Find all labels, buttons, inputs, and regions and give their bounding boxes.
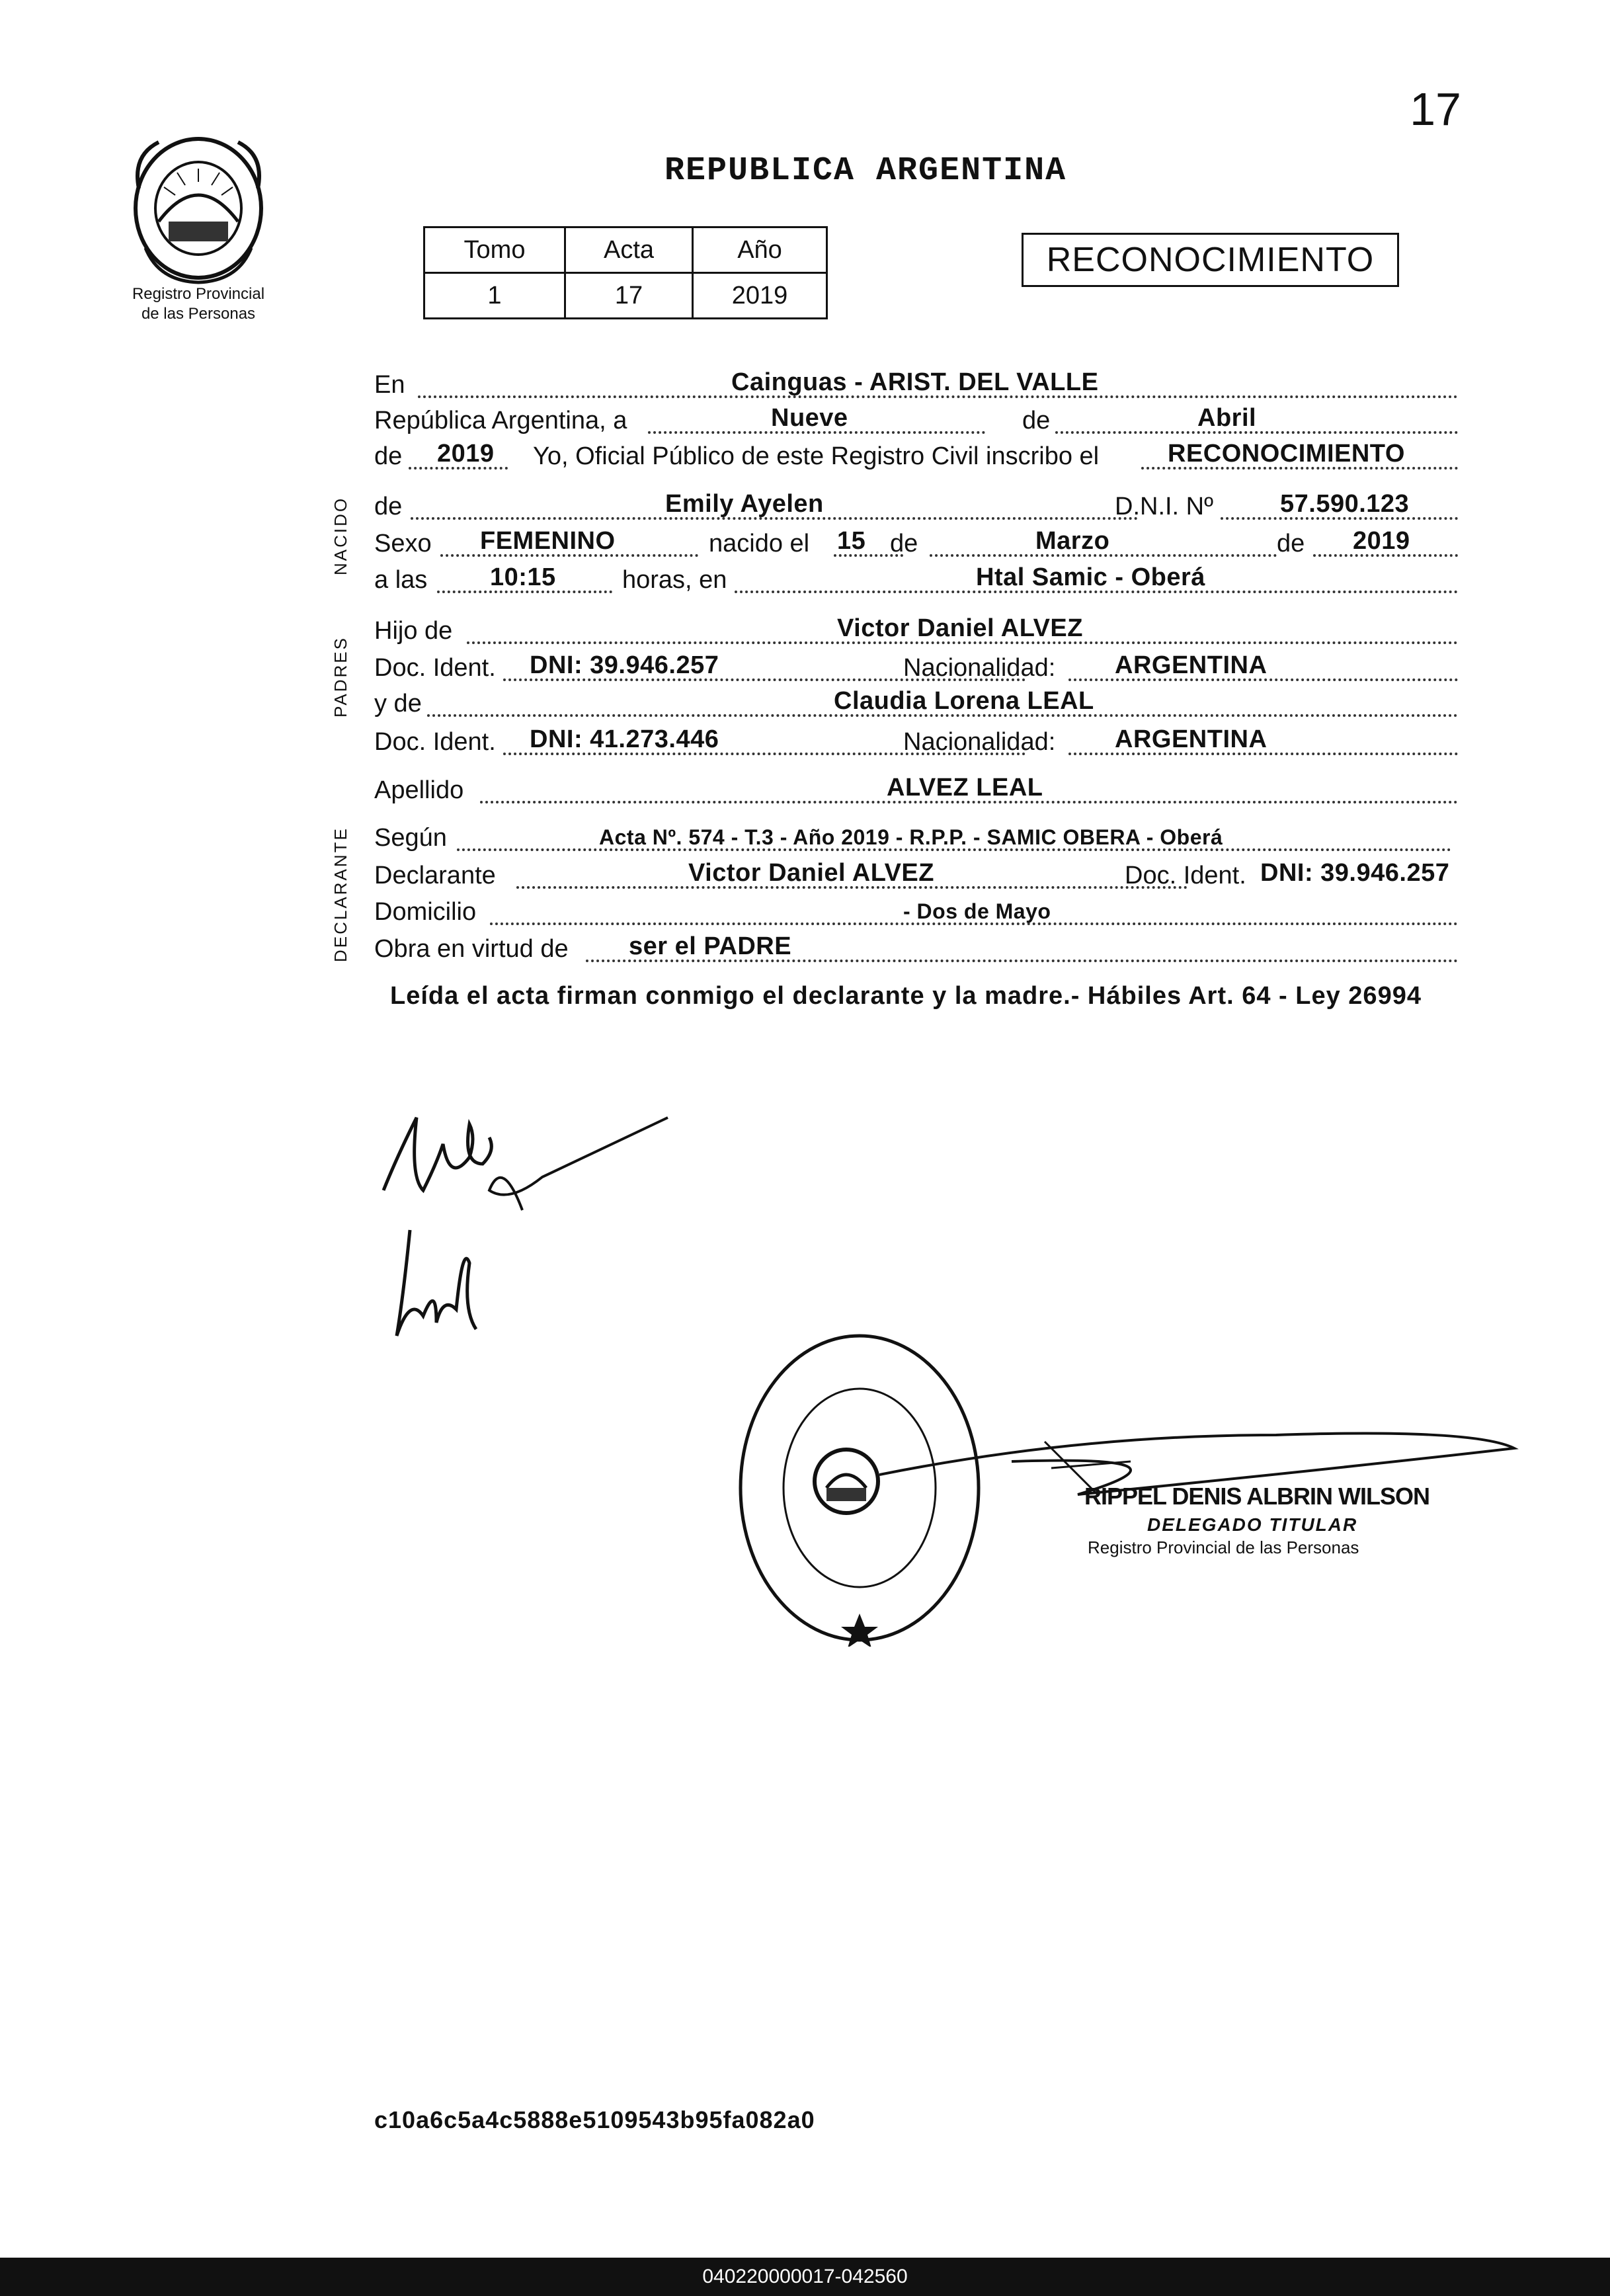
side-label-nacido: NACIDO (331, 496, 350, 575)
mother-name-value: Claudia Lorena LEAL (834, 687, 1094, 715)
row-madre-doc: Doc. Ident. DNI: 41.273.446 Nacionalidad: ARGENTINA (374, 727, 1458, 760)
father-doc-value: DNI: 39.946.257 (530, 651, 719, 679)
birth-day-value: 15 (837, 527, 866, 555)
acta-header: Acta (565, 227, 693, 273)
father-name-value: Victor Daniel ALVEZ (837, 614, 1083, 642)
sex-value: FEMENINO (480, 527, 616, 555)
record-type-box: RECONOCIMIENTO (1022, 233, 1399, 287)
anio-value: 2019 (693, 273, 827, 319)
birth-month-value: Marzo (1035, 527, 1110, 555)
acta-value: 17 (565, 273, 693, 319)
declarant-value: Victor Daniel ALVEZ (688, 859, 934, 887)
according-value: Acta Nº. 574 - T.3 - Año 2019 - R.P.P. - SAMIC OBERA - Oberá (599, 825, 1223, 849)
anio-header: Año (693, 227, 827, 273)
act-value: RECONOCIMIENTO (1168, 440, 1405, 468)
birth-year-value: 2019 (1353, 527, 1410, 555)
father-nationality-value: ARGENTINA (1115, 651, 1268, 679)
row-oficial: de 2019 Yo, Oficial Público de este Registro Civil inscribo el RECONOCIMIENTO (374, 442, 1458, 475)
month-value: Abril (1197, 404, 1257, 432)
row-obra: Obra en virtud de ser el PADRE (374, 934, 1458, 967)
logo-caption: Registro Provincial de las Personas (132, 285, 265, 323)
name-value: Emily Ayelen (665, 490, 824, 518)
row-hora: a las 10:15 horas, en Htal Samic - Oberá (374, 565, 1458, 598)
handwritten-signatures (370, 1098, 701, 1375)
officer-name: RIPPEL DENIS ALBRIN WILSON (1084, 1483, 1430, 1510)
address-value: - Dos de Mayo (903, 899, 1051, 923)
dni-value: 57.590.123 (1280, 490, 1410, 518)
row-en: En Cainguas - ARIST. DEL VALLE (374, 370, 1458, 403)
side-label-padres: PADRES (331, 636, 350, 718)
declarant-doc-value: DNI: 39.946.257 (1260, 859, 1450, 887)
row-nombre: de Emily Ayelen D.N.I. Nº 57.590.123 (374, 492, 1458, 525)
page-number: 17 (1410, 83, 1461, 135)
tomo-header: Tomo (424, 227, 565, 273)
document-title: REPUBLICA ARGENTINA (664, 152, 1067, 190)
day-value: Nueve (771, 404, 848, 432)
officer-title: DELEGADO TITULAR (1147, 1514, 1358, 1535)
row-sexo: Sexo FEMENINO nacido el 15 de Marzo de 2019 (374, 529, 1458, 562)
row-domicilio: Domicilio - Dos de Mayo (374, 897, 1458, 930)
place-value: Cainguas - ARIST. DEL VALLE (731, 368, 1099, 396)
hour-value: 10:15 (490, 563, 556, 591)
tomo-acta-anio-table (423, 226, 828, 319)
row-madre: y de Claudia Lorena LEAL (374, 689, 1458, 722)
row-segun: Según Acta Nº. 574 - T.3 - Año 2019 - R.P.P. - SAMIC OBERA - Oberá (374, 823, 1458, 856)
tomo-value: 1 (424, 273, 565, 319)
row-apellido: Apellido ALVEZ LEAL (374, 776, 1458, 809)
year-value: 2019 (437, 440, 495, 468)
closing-statement: Leída el acta firman conmigo el declarante y la madre.- Hábiles Art. 64 - Ley 26994 (390, 982, 1422, 1010)
side-label-declarante: DECLARANTE (331, 827, 350, 962)
row-republica: República Argentina, a Nueve de Abril (374, 406, 1458, 439)
surname-value: ALVEZ LEAL (887, 774, 1043, 801)
row-padre: Hijo de Victor Daniel ALVEZ (374, 616, 1458, 649)
mother-nationality-value: ARGENTINA (1115, 725, 1268, 753)
footer-code-bar: 040220000017-042560 (0, 2258, 1610, 2296)
provincial-seal-logo (119, 129, 278, 288)
capacity-value: ser el PADRE (629, 932, 792, 960)
mother-doc-value: DNI: 41.273.446 (530, 725, 719, 753)
document-hash: c10a6c5a4c5888e5109543b95fa082a0 (374, 2106, 815, 2133)
birth-place-value: Htal Samic - Oberá (976, 563, 1205, 591)
officer-organization: Registro Provincial de las Personas (1088, 1538, 1359, 1557)
row-padre-doc: Doc. Ident. DNI: 39.946.257 Nacionalidad: ARGENTINA (374, 653, 1458, 686)
row-declarante: Declarante Victor Daniel ALVEZ Doc. Ident. DNI: 39.946.257 (374, 859, 1450, 889)
